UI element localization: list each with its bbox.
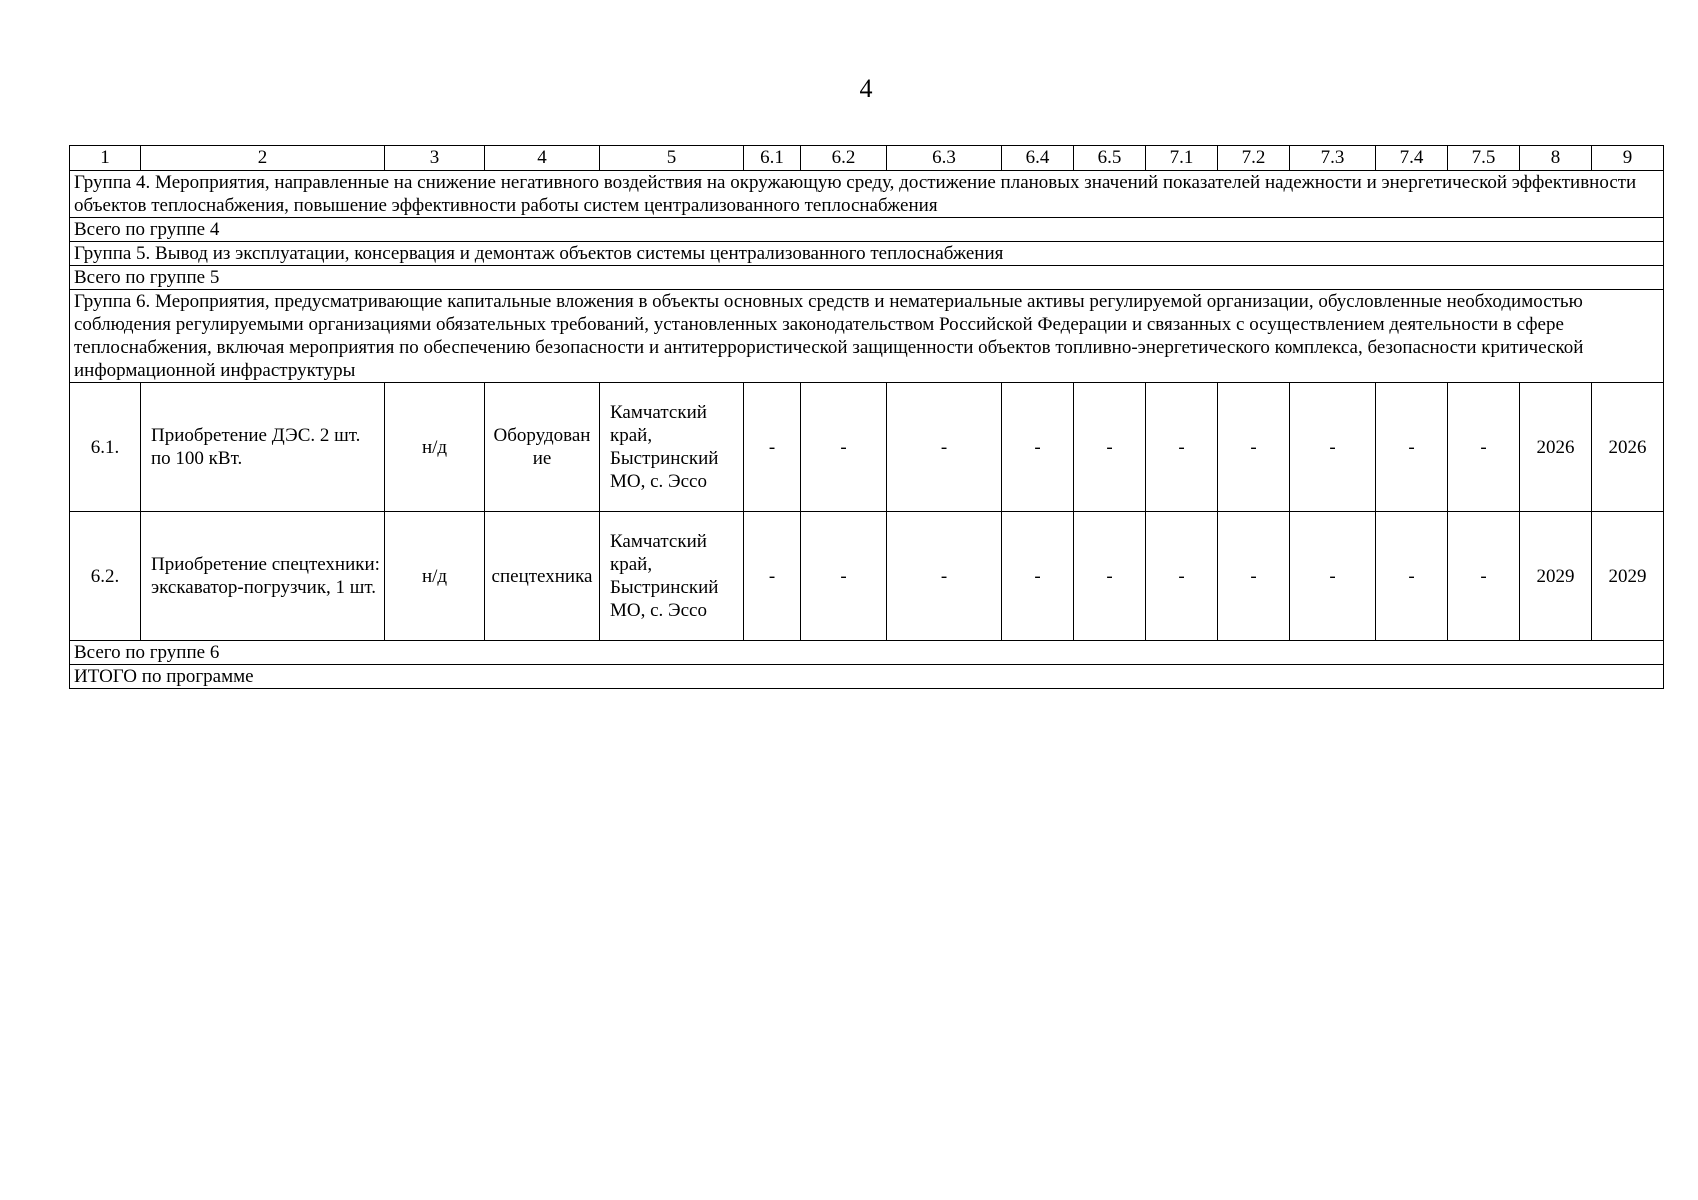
group-5-total: Всего по группе 5 xyxy=(70,266,1664,290)
column-number-row xyxy=(70,146,1664,171)
value-cell: - xyxy=(887,512,1002,641)
cell-col4: спецтехника xyxy=(485,512,600,641)
value-cell: - xyxy=(1290,383,1376,512)
group-4-title-row xyxy=(70,171,1664,218)
column-header: 6.3 xyxy=(887,146,1002,171)
column-header: 6.4 xyxy=(1002,146,1074,171)
value-cell: - xyxy=(1218,383,1290,512)
group-6-title: Группа 6. Мероприятия, предусматривающие капитальные вложения в объекты основных средств и нематериальные активы регулируемой организации, обусловленные необходимостью соблюдения регулируемыми организациями обязательных требований, установленных законодательством Российской Федерации и связанных с осуществлением деятельности в сфере теплоснабжения, включая мероприятия по обеспечению безопасности и антитеррористической защищенности объектов топливно-энергетического комплекса, безопасности критической информационной инфраструктуры xyxy=(70,290,1664,383)
end-year: 2029 xyxy=(1592,512,1664,641)
value-cell: - xyxy=(1146,383,1218,512)
group-4-total-row xyxy=(70,218,1664,242)
column-header: 3 xyxy=(385,146,485,171)
group-5-total-row xyxy=(70,266,1664,290)
column-header: 8 xyxy=(1520,146,1592,171)
column-header: 6.1 xyxy=(744,146,801,171)
value-cell: - xyxy=(744,383,801,512)
table-row xyxy=(70,512,1664,641)
column-header: 7.5 xyxy=(1448,146,1520,171)
measure-name: Приобретение спецтехники: экскаватор-погрузчик, 1 шт. xyxy=(141,512,385,641)
value-cell: - xyxy=(1002,383,1074,512)
column-header: 5 xyxy=(600,146,744,171)
location: Камчатский край, Быстринский МО, с. Эссо xyxy=(600,512,744,641)
value-cell: - xyxy=(801,512,887,641)
end-year: 2026 xyxy=(1592,383,1664,512)
column-header: 7.1 xyxy=(1146,146,1218,171)
column-header: 6.5 xyxy=(1074,146,1146,171)
value-cell: - xyxy=(1146,512,1218,641)
cell-col3: н/д xyxy=(385,512,485,641)
column-header: 6.2 xyxy=(801,146,887,171)
value-cell: - xyxy=(1376,383,1448,512)
start-year: 2026 xyxy=(1520,383,1592,512)
value-cell: - xyxy=(1448,512,1520,641)
group-6-total: Всего по группе 6 xyxy=(70,641,1664,665)
group-6-total-row xyxy=(70,641,1664,665)
column-header: 1 xyxy=(70,146,141,171)
column-header: 7.2 xyxy=(1218,146,1290,171)
investment-program-table xyxy=(69,145,1664,689)
value-cell: - xyxy=(1448,383,1520,512)
column-header: 7.3 xyxy=(1290,146,1376,171)
value-cell: - xyxy=(1218,512,1290,641)
column-header: 2 xyxy=(141,146,385,171)
measure-name: Приобретение ДЭС. 2 шт. по 100 кВт. xyxy=(141,383,385,512)
group-5-title: Группа 5. Вывод из эксплуатации, консервация и демонтаж объектов системы централизованного теплоснабжения xyxy=(70,242,1664,266)
table-row xyxy=(70,383,1664,512)
value-cell: - xyxy=(1002,512,1074,641)
value-cell: - xyxy=(1376,512,1448,641)
row-number: 6.2. xyxy=(70,512,141,641)
cell-col3: н/д xyxy=(385,383,485,512)
value-cell: - xyxy=(801,383,887,512)
value-cell: - xyxy=(744,512,801,641)
location: Камчатский край, Быстринский МО, с. Эссо xyxy=(600,383,744,512)
value-cell: - xyxy=(887,383,1002,512)
row-number: 6.1. xyxy=(70,383,141,512)
column-header: 7.4 xyxy=(1376,146,1448,171)
value-cell: - xyxy=(1074,512,1146,641)
group-6-title-row xyxy=(70,290,1664,383)
value-cell: - xyxy=(1290,512,1376,641)
cell-col4: Оборудование xyxy=(485,383,600,512)
value-cell: - xyxy=(1074,383,1146,512)
group-4-title: Группа 4. Мероприятия, направленные на снижение негативного воздействия на окружающую среду, достижение плановых значений показателей надежности и энергетической эффективности объектов теплоснабжения, повышение эффективности работы систем централизованного теплоснабжения xyxy=(70,171,1664,218)
grand-total-row xyxy=(70,665,1664,689)
grand-total: ИТОГО по программе xyxy=(70,665,1664,689)
page-number: 4 xyxy=(859,74,873,103)
start-year: 2029 xyxy=(1520,512,1592,641)
column-header: 9 xyxy=(1592,146,1664,171)
group-4-total: Всего по группе 4 xyxy=(70,218,1664,242)
group-5-title-row xyxy=(70,242,1664,266)
column-header: 4 xyxy=(485,146,600,171)
